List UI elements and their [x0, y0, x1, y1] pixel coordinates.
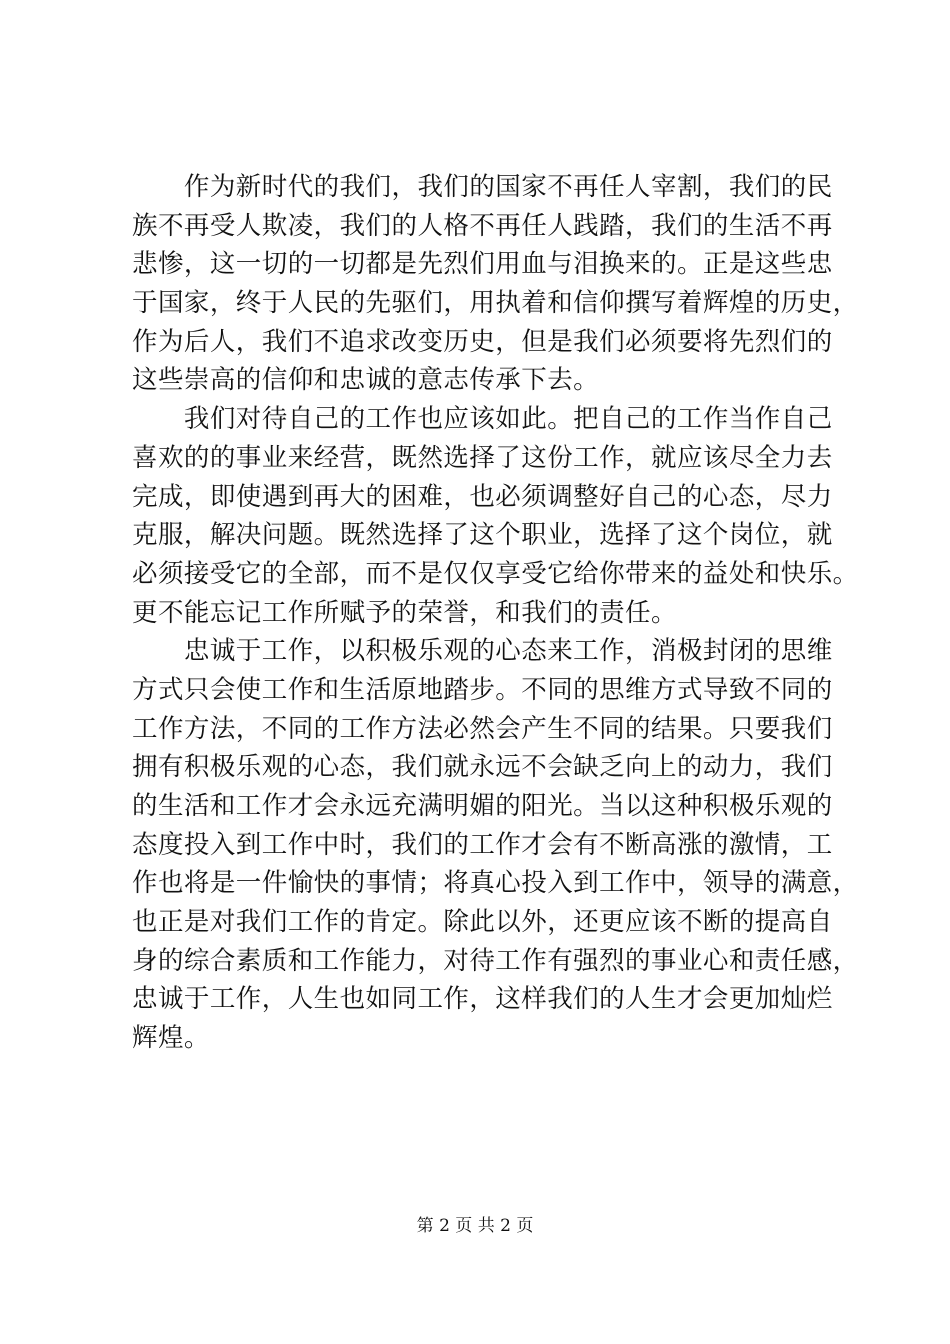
text-line: 悲惨，这一切的一切都是先烈们用血与泪换来的。正是这些忠: [132, 249, 833, 280]
text-line: 完成，即使遇到再大的困难，也必须调整好自己的心态，尽力: [132, 481, 833, 512]
text-line: 身的综合素质和工作能力，对待工作有强烈的事业心和责任感，: [132, 945, 859, 976]
text-line: 态度投入到工作中时，我们的工作才会有不断高涨的激情，工: [132, 829, 833, 860]
document-body: [132, 168, 859, 1058]
text-line: 作为后人，我们不追求改变历史，但是我们必须要将先烈们的: [132, 326, 833, 357]
text-line: 喜欢的的事业来经营，既然选择了这份工作，就应该尽全力去: [132, 442, 833, 473]
text-line: 忠诚于工作，人生也如同工作，这样我们的人生才会更加灿烂: [132, 984, 833, 1015]
page-number-footer: 第 2 页 共 2 页: [416, 1216, 534, 1236]
text-line: 于国家，终于人民的先驱们，用执着和信仰撰写着辉煌的历史，: [132, 288, 859, 319]
text-line: 我们对待自己的工作也应该如此。把自己的工作当作自己: [132, 404, 833, 435]
text-line: 更不能忘记工作所赋予的荣誉，和我们的责任。: [132, 597, 677, 628]
text-line: 作也将是一件愉快的事情；将真心投入到工作中，领导的满意，: [132, 868, 859, 899]
text-line: 也正是对我们工作的肯定。除此以外，还更应该不断的提高自: [132, 907, 833, 938]
text-line: 作为新时代的我们，我们的国家不再任人宰割，我们的民: [132, 172, 833, 202]
text-line: 忠诚于工作，以积极乐观的心态来工作，消极封闭的思维: [132, 636, 833, 667]
text-line: 的生活和工作才会永远充满明媚的阳光。当以这种积极乐观的: [132, 791, 833, 821]
text-line: 辉煌。: [132, 1023, 210, 1054]
text-line: 工作方法，不同的工作方法必然会产生不同的结果。只要我们: [132, 713, 833, 744]
text-line: 克服，解决问题。既然选择了这个职业，选择了这个岗位，就: [132, 520, 833, 551]
text-line: 族不再受人欺凌，我们的人格不再任人践踏，我们的生活不再: [132, 210, 833, 241]
text-line: 必须接受它的全部，而不是仅仅享受它给你带来的益处和快乐。: [132, 558, 859, 589]
text-line: 方式只会使工作和生活原地踏步。不同的思维方式导致不同的: [132, 674, 833, 705]
text-line: 拥有积极乐观的心态，我们就永远不会缺乏向上的动力，我们: [132, 752, 833, 783]
text-line: 这些崇高的信仰和忠诚的意志传承下去。: [132, 365, 600, 396]
